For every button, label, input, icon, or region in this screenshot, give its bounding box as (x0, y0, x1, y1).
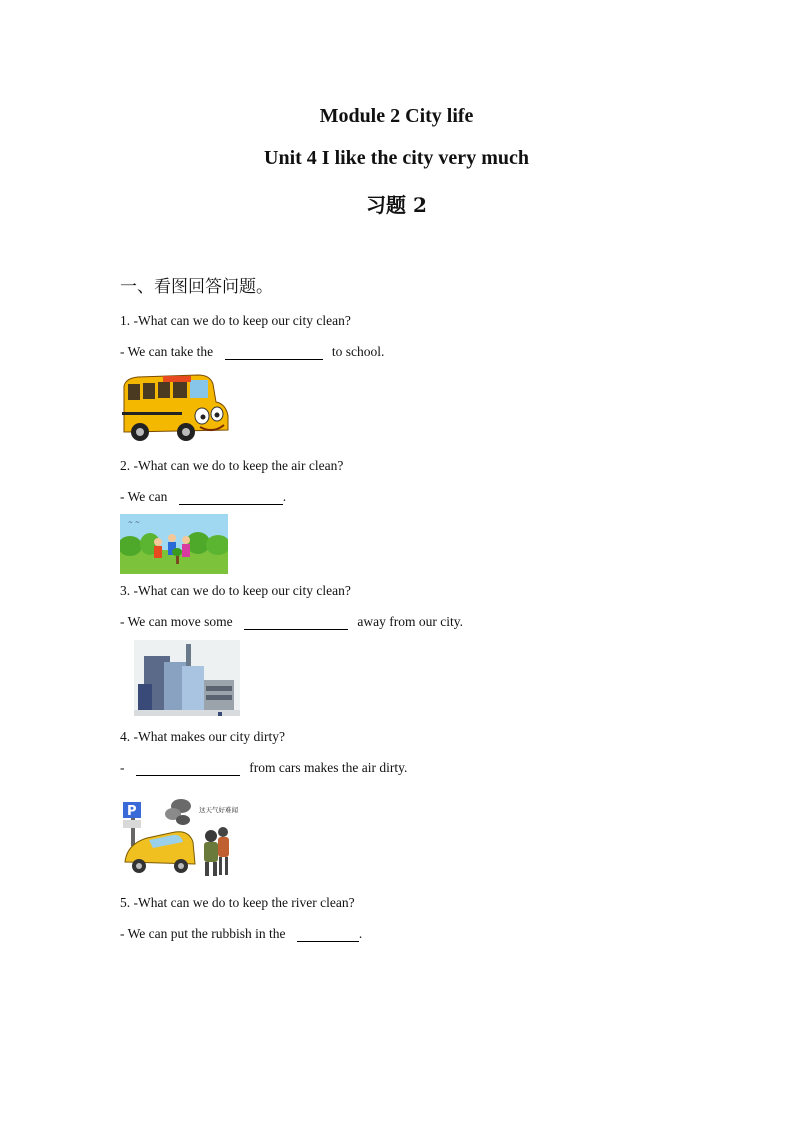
answer-2 (120, 489, 286, 505)
answer-2-after: . (282, 489, 287, 504)
answer-5-before: - We can put the rubbish in the (120, 926, 286, 941)
answer-5 (120, 926, 362, 942)
answer-3-blank[interactable] (244, 615, 348, 630)
question-2: 2. -What can we do to keep the air clean? (120, 458, 344, 473)
answer-1-after: to school. (331, 344, 385, 359)
answer-4-blank[interactable] (136, 761, 240, 776)
answer-4-after: from cars makes the air dirty. (249, 760, 408, 775)
answer-4-before: - (120, 760, 125, 775)
question-3: 3. -What can we do to keep our city clean? (120, 583, 351, 598)
answer-3-after: away from our city. (357, 614, 463, 629)
exercise-title: 习题 2 (366, 193, 427, 217)
school-bus-image (118, 372, 230, 444)
answer-5-after: . (358, 926, 363, 941)
question-4: 4. -What makes our city dirty? (120, 729, 285, 744)
parking-sign-label: P (127, 804, 137, 819)
answer-1-blank[interactable] (225, 345, 323, 360)
answer-3-before: - We can move some (120, 614, 233, 629)
car-caption: 这天气好难闻 (199, 806, 238, 814)
module-title: Module 2 City life (319, 105, 474, 127)
children-planting-trees-image (120, 514, 228, 574)
car-exhaust-smoke-image (119, 792, 239, 880)
question-1: 1. -What can we do to keep our city clean? (120, 313, 351, 328)
question-5: 5. -What can we do to keep the river clean? (120, 895, 355, 910)
answer-1-before: - We can take the (120, 344, 214, 359)
answer-2-before: - We can (120, 489, 168, 504)
svg-text:~ ~: ~ ~ (128, 519, 140, 526)
section-title: 一、看图回答问题。 (120, 277, 273, 297)
answer-4 (120, 760, 407, 776)
answer-1 (120, 344, 384, 360)
unit-title: Unit 4 I like the city very much (264, 147, 529, 169)
answer-3 (120, 614, 463, 630)
answer-2-blank[interactable] (179, 490, 283, 505)
factory-image (134, 640, 240, 716)
answer-5-blank[interactable] (297, 927, 359, 942)
